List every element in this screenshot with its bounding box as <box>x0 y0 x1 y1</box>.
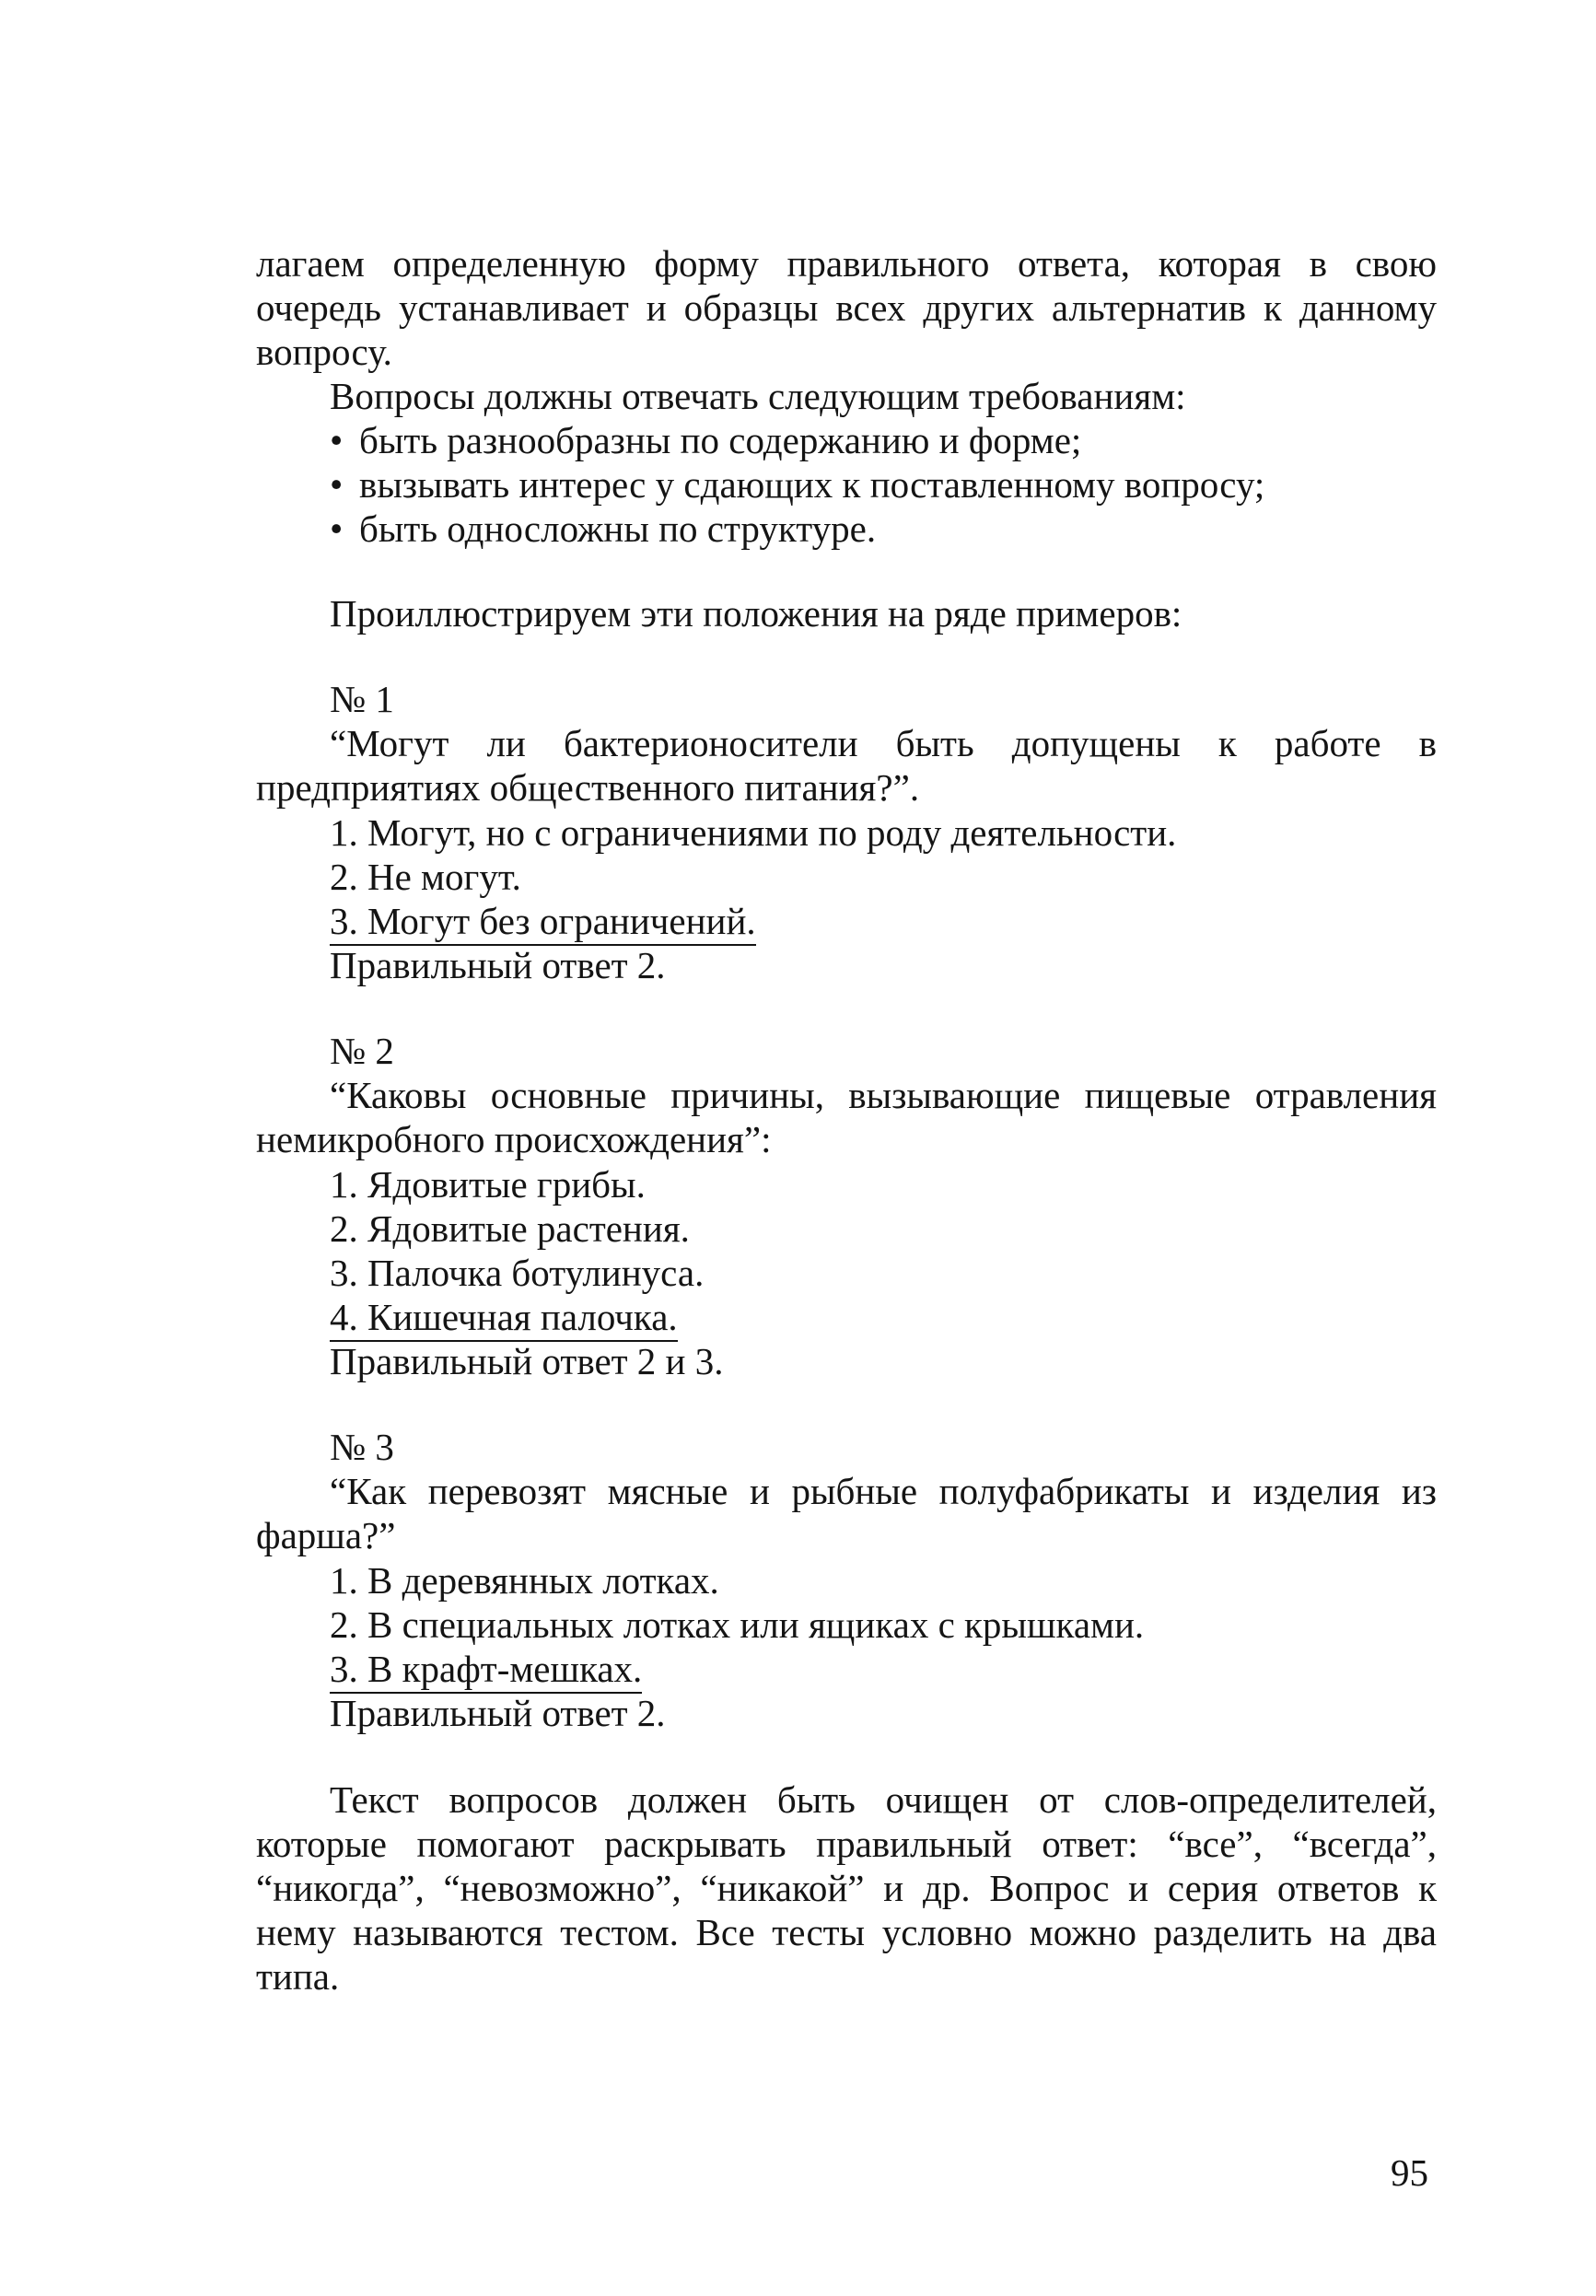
bullet-item-3 <box>330 507 876 551</box>
example-answer: 1. Могут, но с ограничениями по роду деятельности. <box>330 811 1177 854</box>
requirements-lead: Вопросы должны отвечать следующим требованиям: <box>330 375 1186 417</box>
example-number: № 1 <box>330 678 394 720</box>
example-answer-last <box>330 1295 678 1342</box>
example-answer: 2. Не могут. <box>330 856 521 898</box>
example-question: “Как перевозят мясные и рыбные полуфабрикаты и изделия из фарша?” <box>256 1470 1437 1556</box>
bullet-icon: • <box>330 419 344 461</box>
underlined-answer: 3. Могут без ограничений. <box>330 899 756 946</box>
bullet-icon: • <box>330 463 344 506</box>
example-answer: 2. В специальных лотках или ящиках с крышками. <box>330 1603 1145 1646</box>
bullet-item-2 <box>330 462 1264 507</box>
example-correct-answer: Правильный ответ 2. <box>330 1692 666 1734</box>
example-answer-last <box>330 899 756 946</box>
examples-lead: Проиллюстрируем эти положения на ряде примеров: <box>330 592 1182 635</box>
underlined-answer: 4. Кишечная палочка. <box>330 1295 678 1342</box>
example-answer: 1. В деревянных лотках. <box>330 1559 719 1602</box>
example-answer: 1. Ядовитые грибы. <box>330 1163 646 1206</box>
example-correct-answer: Правильный ответ 2. <box>330 944 666 986</box>
bullet-item-1 <box>330 418 1081 462</box>
example-number: № 3 <box>330 1426 394 1468</box>
bullet-text: быть односложны по структуре. <box>359 507 877 550</box>
page-number: 95 <box>1391 2151 1428 2194</box>
example-correct-answer: Правильный ответ 2 и 3. <box>330 1340 724 1382</box>
example-answer: 3. Палочка ботулинуса. <box>330 1252 705 1294</box>
example-question: “Могут ли бактерионосители быть допущены к работе в предприятиях общественного питания?”. <box>256 722 1437 809</box>
example-answer-last <box>330 1647 642 1694</box>
example-number: № 2 <box>330 1030 394 1072</box>
example-question: “Каковы основные причины, вызывающие пищевые отравления немикробного происхождения”: <box>256 1074 1437 1160</box>
closing-paragraph: Текст вопросов должен быть очищен от слов-определителей, которые помогают раскрывать правильный ответ: “все”, “всегда”, “никогда”, “невозможно”, “никакой” и др. Вопрос и серия ответов к нему называются тестом. Все тесты условно можно разделить на два типа. <box>256 1778 1437 1998</box>
bullet-icon: • <box>330 507 344 550</box>
underlined-answer: 3. В крафт-мешках. <box>330 1647 642 1694</box>
example-answer: 2. Ядовитые растения. <box>330 1207 690 1250</box>
bullet-text: вызывать интерес у сдающих к поставленному вопросу; <box>359 463 1265 506</box>
intro-paragraph: лагаем определенную форму правильного ответа, которая в свою очередь устанавливает и образцы всех других альтернатив к данному вопросу. <box>256 242 1437 373</box>
bullet-text: быть разнообразны по содержанию и форме; <box>359 419 1082 461</box>
